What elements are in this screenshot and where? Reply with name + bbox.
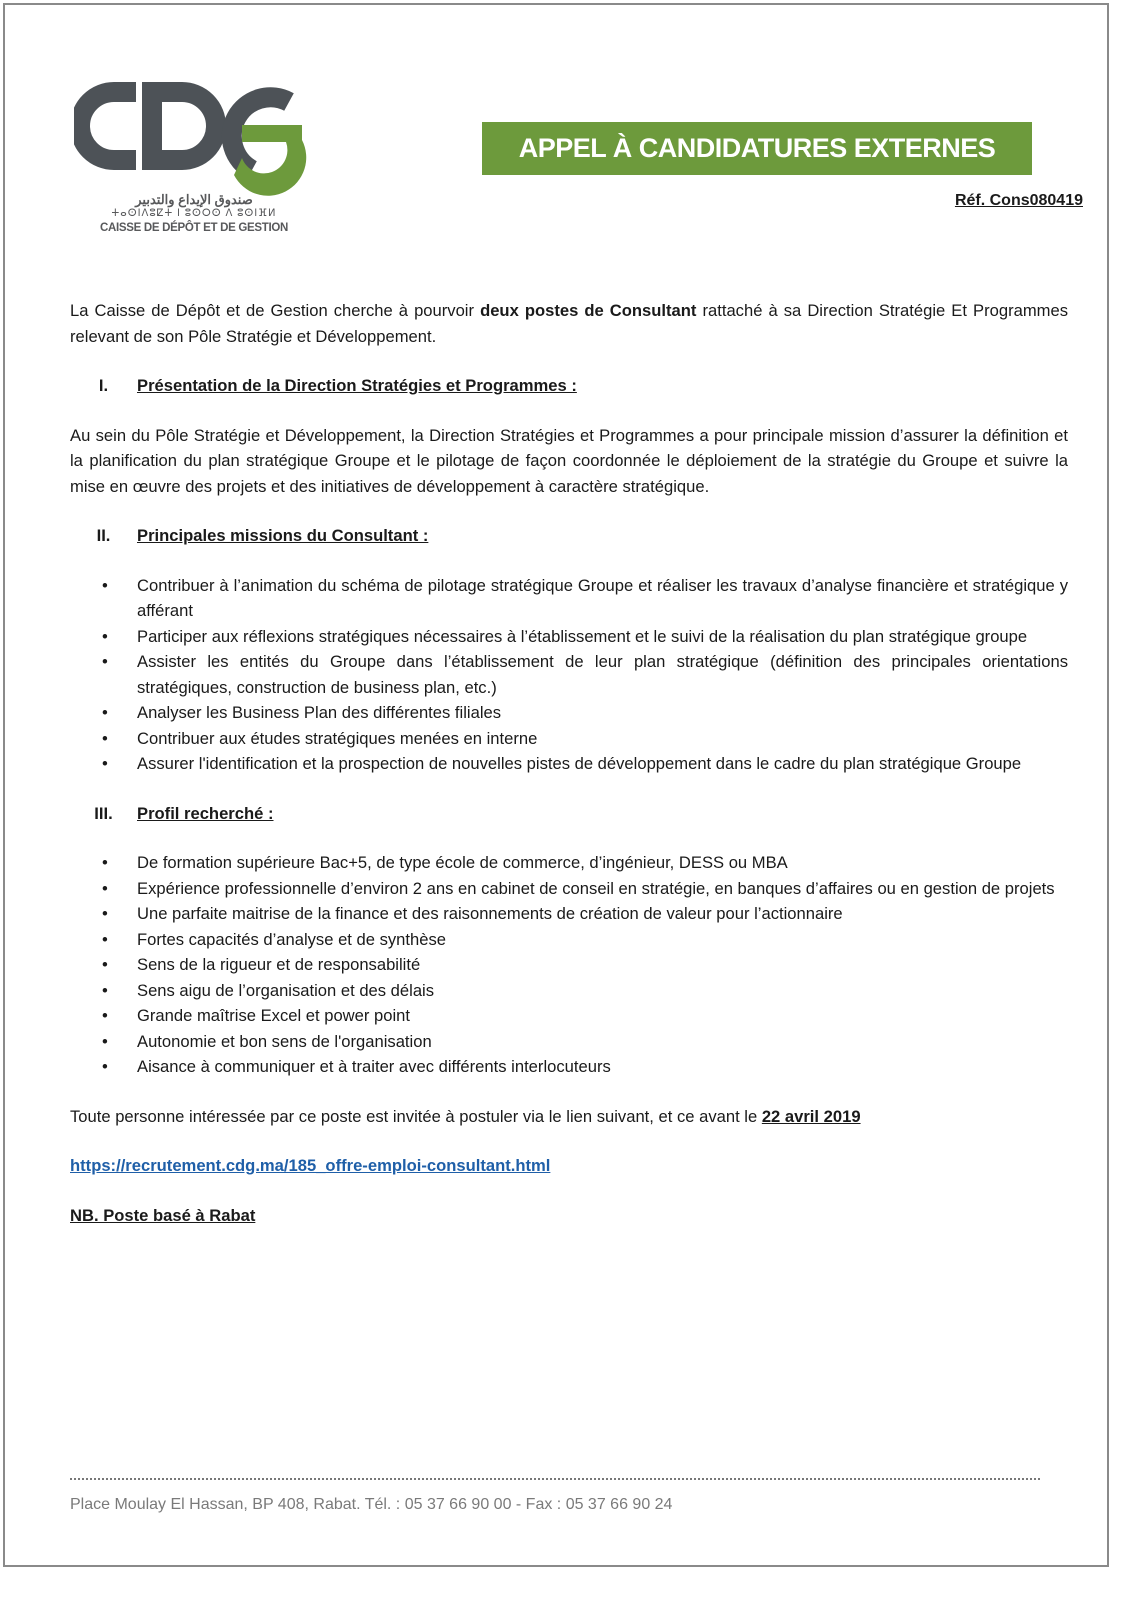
section-number: II. — [96, 526, 111, 545]
logo-name: CAISSE DE DÉPÔT ET DE GESTION — [99, 222, 289, 234]
list-item: • Assurer l'identification et la prospection de nouvelles pistes de développement dans le cadre du plan stratégique Groupe — [70, 751, 1068, 777]
section-heading-2 — [70, 523, 1068, 549]
list-item: • Grande maîtrise Excel et power point — [70, 1003, 1068, 1029]
location-note: NB. Poste basé à Rabat — [70, 1205, 256, 1225]
section-number: I. — [98, 376, 109, 395]
list-item: • Autonomie et bon sens de l'organisation — [70, 1029, 1068, 1055]
list-item: • Sens de la rigueur et de responsabilité — [70, 952, 1068, 978]
profile-list — [70, 850, 1068, 1080]
section-number: III. — [94, 803, 113, 823]
logo-arabic-text: صندوق الإيداع والتدبير — [135, 192, 253, 207]
section-heading-3 — [70, 801, 1068, 827]
section-title: Présentation de la Direction Stratégies et Programmes : — [137, 376, 577, 395]
list-item: • Assister les entités du Groupe dans l’établissement de leur plan stratégique (définition des principales orientations stratégiques, construction de business plan, etc.) — [70, 649, 1068, 700]
intro-bold: deux postes de Consultant — [480, 301, 697, 320]
header-banner: APPEL À CANDIDATURES EXTERNES — [482, 122, 1032, 175]
section-heading-1 — [70, 373, 1068, 399]
list-item: • Contribuer à l’animation du schéma de pilotage stratégique Groupe et réaliser les travaux d’analyse financière et stratégique y afférant — [70, 573, 1068, 624]
reference: Réf. Cons080419 — [954, 192, 1083, 209]
logo-tifinagh-text: ⵜⴰⵙⵏⴷⵓⵇⵜ ⵏ ⵓⵙⵔⵙ ⴷ ⵓⵙⵏⴼⵍ — [111, 208, 277, 219]
footer-address: Place Moulay El Hassan, BP 408, Rabat. Tél. : 05 37 66 90 00 - Fax : 05 37 66 90 24 — [70, 1496, 673, 1513]
list-item: • Expérience professionnelle d’environ 2 ans en cabinet de conseil en stratégie, en banques d’affaires ou en gestion de projets — [70, 876, 1068, 902]
application-link[interactable]: https://recrutement.cdg.ma/185_offre-emploi-consultant.html — [70, 1156, 551, 1175]
closing-paragraph — [70, 1104, 1068, 1130]
list-item: • Contribuer aux études stratégiques menées en interne — [70, 726, 1068, 752]
footer-divider — [70, 1478, 1040, 1480]
section-title: Profil recherché : — [137, 803, 274, 823]
list-item: • Aisance à communiquer et à traiter avec différents interlocuteurs — [70, 1054, 1068, 1080]
closing-text: Toute personne intéressée par ce poste est invitée à postuler via le lien suivant, et ce avant le — [70, 1106, 762, 1126]
list-item: • Sens aigu de l’organisation et des délais — [70, 978, 1068, 1004]
list-item: • Fortes capacités d’analyse et de synthèse — [70, 927, 1068, 953]
list-item: • Participer aux réflexions stratégiques nécessaires à l’établissement et le suivi de la réalisation du plan stratégique groupe — [70, 624, 1068, 650]
deadline: 22 avril 2019 — [761, 1106, 861, 1126]
intro-text-end: rattaché à sa Direction Stratégie Et Programmes relevant de son Pôle Stratégie et Développement. — [70, 301, 1069, 346]
list-item: • Une parfaite maitrise de la finance et des raisonnements de création de valeur pour l’actionnaire — [70, 901, 1068, 927]
section-title: Principales missions du Consultant : — [137, 526, 429, 545]
section-1-paragraph: Au sein du Pôle Stratégie et Développement, la Direction Stratégies et Programmes a pour principale mission d’assurer la définition et la planification du plan stratégique Groupe et le pilotage de façon coordonnée le déploiement de la stratégie du Groupe et suivre la mise en œuvre des projets et des initiatives de développement à caractère stratégique. — [70, 425, 1068, 496]
list-item: • De formation supérieure Bac+5, de type école de commerce, d’ingénieur, DESS ou MBA — [70, 850, 1068, 876]
intro-paragraph — [70, 298, 1068, 349]
document-body — [70, 298, 1068, 1228]
intro-text: La Caisse de Dépôt et de Gestion cherche à pourvoir — [70, 301, 481, 320]
list-item: • Analyser les Business Plan des différentes filiales — [70, 700, 1068, 726]
missions-list — [70, 573, 1068, 777]
